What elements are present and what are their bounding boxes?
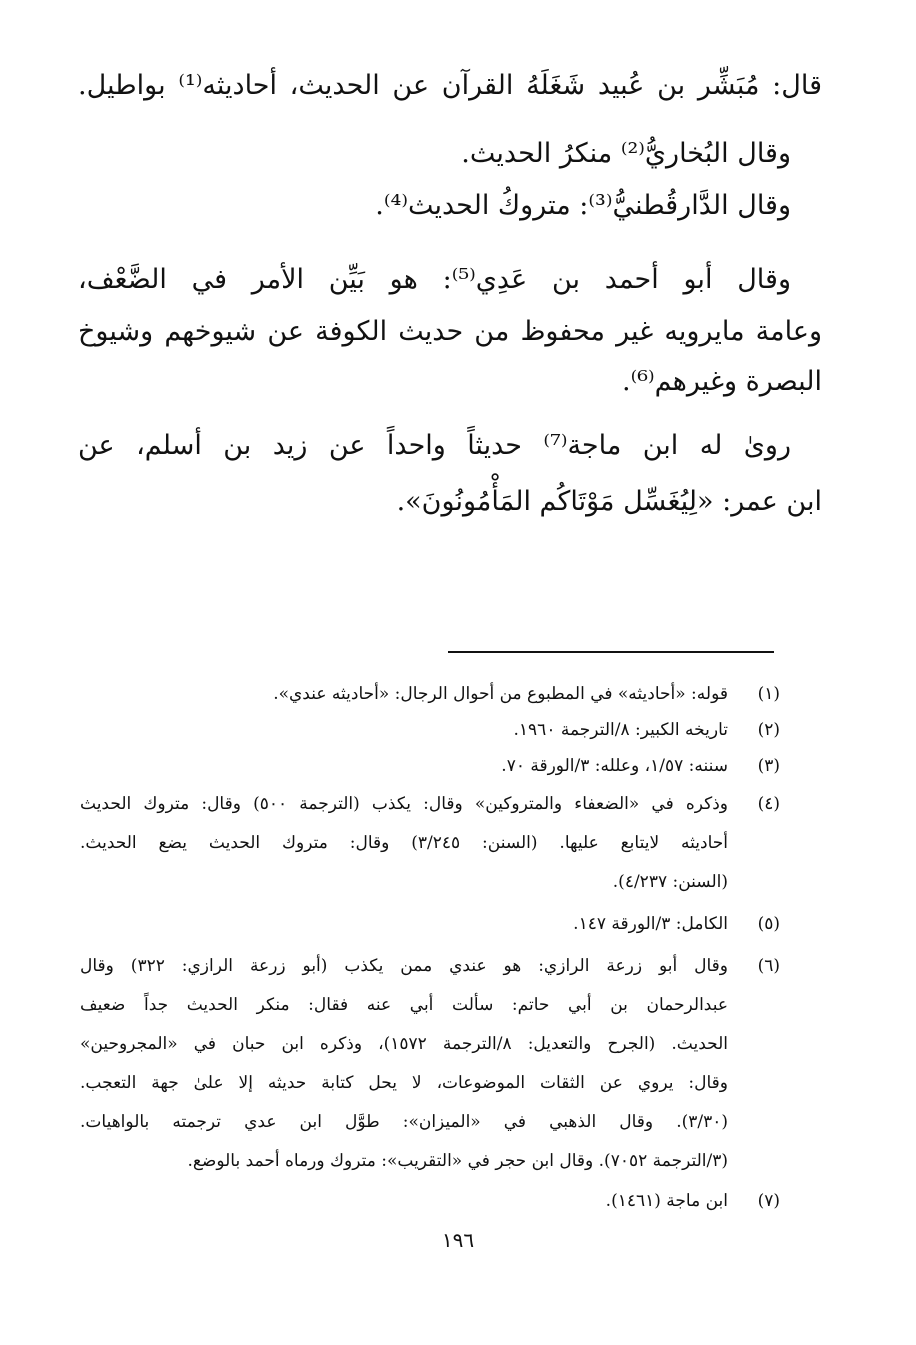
- footnote-3-line-1: سننه: ١/٥٧، وعلله: ٣/الورقة ٧٠.: [501, 756, 728, 776]
- footnote-6-line-6: (٣/الترجمة ٧٠٥٢). وقال ابن حجر في «التقريب»: متروك ورماه أحمد بالوضع.: [187, 1151, 728, 1171]
- footnote-4-line-2: أحاديثه لايتابع عليها. (السنن: ٣/٢٤٥) وقال: متروك الحديث يضع الحديث.: [80, 833, 728, 853]
- footnote-separator: [448, 651, 774, 653]
- body-line-2: وقال البُخاريُّ⁽²⁾ منكرُ الحديث.: [461, 138, 791, 169]
- footnote-7-line-1: ابن ماجة (١٤٦١).: [605, 1191, 728, 1211]
- footnote-4-line-3: (السنن: ٤/٢٣٧).: [612, 872, 728, 892]
- footnote-number-4: (٤): [757, 794, 780, 814]
- footnote-number-3: (٣): [757, 756, 780, 776]
- footnote-5-line-1: الكامل: ٣/الورقة ١٤٧.: [573, 914, 728, 934]
- footnote-number-2: (٢): [757, 720, 780, 740]
- footnote-number-5: (٥): [757, 914, 780, 934]
- body-line-5: وعامة مايرويه غير محفوظ من حديث الكوفة عن شيوخهم وشيوخ: [78, 316, 822, 347]
- footnote-4-line-1: وذكره في «الضعفاء والمتروكين» وقال: يكذب (الترجمة ٥٠٠) وقال: متروك الحديث: [80, 794, 729, 814]
- body-line-7: روىٰ له ابن ماجة⁽⁷⁾ حديثاً واحداً عن زيد بن أسلم، عن: [78, 430, 792, 461]
- footnote-6-line-5: (٣/٣٠). وقال الذهبي في «الميزان»: طوَّل ابن عدي ترجمته بالواهيات.: [80, 1112, 728, 1132]
- footnote-number-7: (٧): [757, 1191, 780, 1211]
- footnote-number-1: (١): [757, 684, 780, 704]
- footnote-6-line-2: عبدالرحمان بن أبي حاتم: سألت أبي عنه فقال: منكر الحديث جداً ضعيف: [80, 995, 728, 1015]
- body-line-3: وقال الدَّارقُطنيُّ⁽³⁾: متروكُ الحديث⁽⁴⁾.: [375, 190, 791, 221]
- body-line-8: ابن عمر: «لِيُغَسِّل مَوْتَاكُم المَأْمُونُونَ».: [396, 486, 822, 517]
- footnote-6-line-3: الحديث. (الجرح والتعديل: ٨/الترجمة ١٥٧٢)، وذكره ابن حبان في «المجروحين»: [80, 1034, 729, 1054]
- footnote-6-line-4: وقال: يروي عن الثقات الموضوعات، لا يحل كتابة حديثه إلا علىٰ جهة التعجب.: [80, 1073, 728, 1093]
- body-line-1: قال: مُبَشِّر بن عُبيد شَغَلَهُ القرآن عن الحديث، أحاديثه⁽¹⁾ بواطيل.: [78, 70, 822, 101]
- page-number: ١٩٦: [441, 1228, 475, 1252]
- footnote-2-line-1: تاريخه الكبير: ٨/الترجمة ١٩٦٠.: [513, 720, 728, 740]
- footnote-6-line-1: وقال أبو زرعة الرازي: هو عندي ممن يكذب (أبو زرعة الرازي: ٣٢٢) وقال: [80, 956, 728, 976]
- footnote-number-6: (٦): [757, 956, 780, 976]
- body-line-6: البصرة وغيرهم⁽⁶⁾.: [621, 366, 822, 397]
- body-line-4: وقال أبو أحمد بن عَدِي⁽⁵⁾: هو بَيِّن الأمر في الضَّعْف،: [78, 264, 791, 295]
- footnote-1-line-1: قوله: «أحاديثه» في المطبوع من أحوال الرجال: «أحاديثه عندي».: [273, 684, 728, 704]
